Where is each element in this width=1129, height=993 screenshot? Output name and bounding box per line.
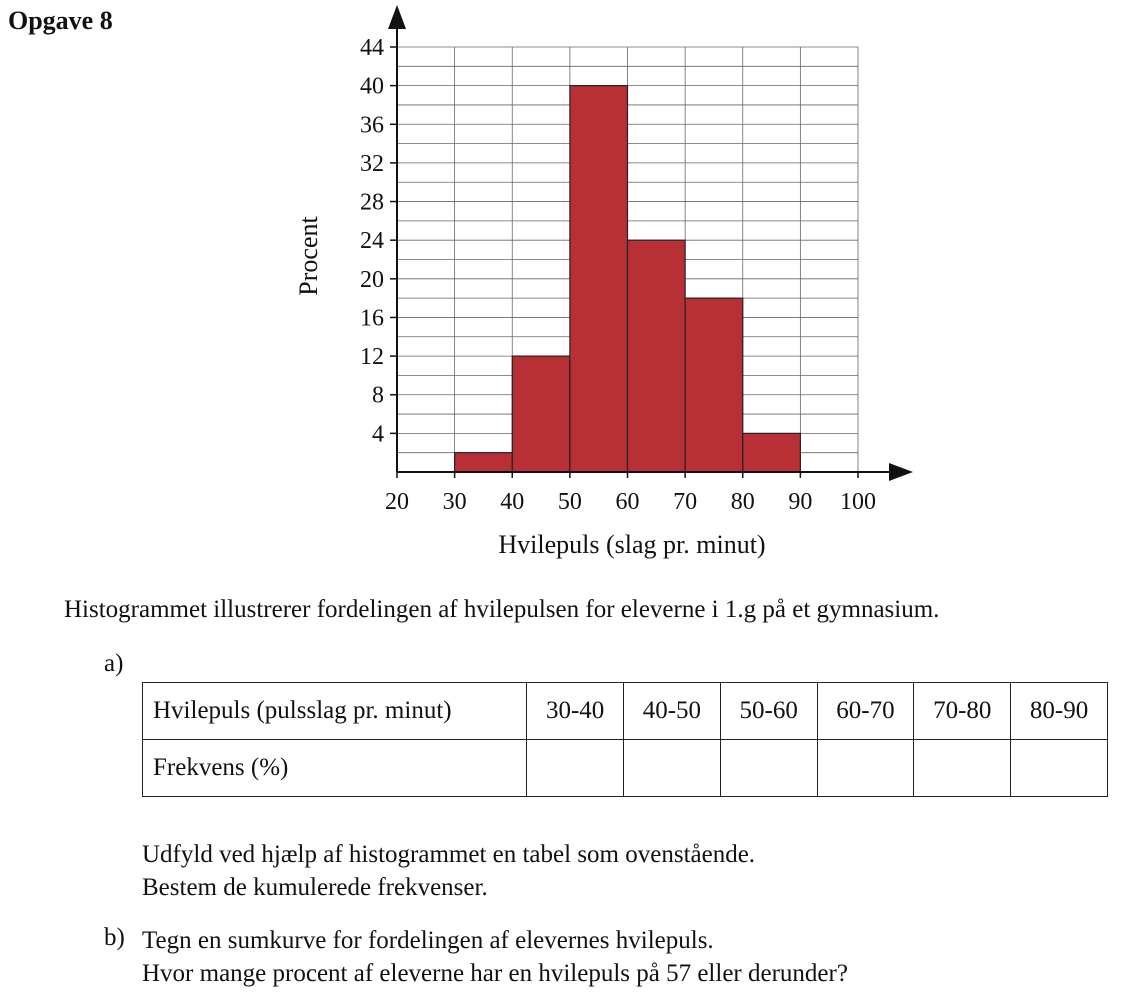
table-header-pulse: Hvilepuls (pulsslag pr. minut) [143, 683, 527, 740]
x-tick-label: 40 [500, 489, 525, 515]
x-tick-label: 50 [557, 489, 582, 515]
part-b-text [142, 924, 848, 990]
table-category-cell: 60-70 [817, 683, 914, 740]
y-tick-label: 40 [360, 73, 384, 100]
x-axis-arrow-icon [889, 463, 913, 481]
table-empty-cell[interactable] [817, 740, 914, 797]
table-category-cell: 40-50 [624, 683, 721, 740]
x-tick-label: 60 [615, 489, 640, 515]
y-axis-title: Procent [294, 216, 323, 296]
y-tick-label: 12 [360, 344, 384, 371]
part-b-line-1: Tegn en sumkurve for fordelingen af elevernes hvilepuls. [142, 927, 714, 954]
y-tick-label: 24 [360, 228, 384, 255]
task-heading: Opgave 8 [8, 6, 113, 35]
x-tick-label: 70 [673, 489, 698, 515]
histogram-bar [455, 453, 513, 472]
table-category-cell: 50-60 [720, 683, 817, 740]
histogram-bar [743, 433, 801, 472]
table-empty-cell[interactable] [914, 740, 1011, 797]
y-tick-label: 44 [360, 35, 384, 61]
table-row [143, 683, 1108, 740]
part-b-line-2: Hvor mange procent af eleverne har en hvilepuls på 57 eller derunder? [142, 960, 848, 987]
intro-text: Histogrammet illustrerer fordelingen af hvilepulsen for eleverne i 1.g på et gymnasium. [64, 596, 940, 623]
x-axis-title: Hvilepuls (slag pr. minut) [498, 530, 766, 559]
x-tick-label: 30 [442, 489, 467, 515]
y-tick-label: 32 [360, 150, 384, 177]
histogram-bar [512, 356, 570, 472]
y-axis-arrow-icon [388, 5, 406, 29]
x-tick-label: 100 [840, 489, 876, 515]
table-category-cell: 70-80 [914, 683, 1011, 740]
table-row [143, 740, 1108, 797]
x-tick-label: 80 [730, 489, 755, 515]
y-tick-label: 4 [372, 421, 384, 448]
table-category-cell: 80-90 [1011, 683, 1108, 740]
part-b-label: b) [104, 924, 125, 951]
table-empty-cell[interactable] [720, 740, 817, 797]
y-tick-label: 36 [360, 112, 384, 139]
table-empty-cell[interactable] [1011, 740, 1108, 797]
frequency-table [142, 682, 1108, 797]
histogram-bar [570, 86, 628, 472]
part-a-line-2: Bestem de kumulerede frekvenser. [142, 874, 488, 901]
x-tick-label: 90 [788, 489, 813, 515]
histogram-bar [628, 240, 686, 472]
part-a-line-1: Udfyld ved hjælp af histogrammet en tabel som ovenstående. [142, 841, 756, 868]
x-tick-label: 20 [385, 489, 409, 515]
histogram-bar [685, 298, 743, 472]
y-tick-label: 28 [360, 189, 384, 216]
table-empty-cell[interactable] [527, 740, 624, 797]
part-a-text [142, 838, 755, 904]
part-a-label: a) [104, 650, 124, 677]
table-category-cell: 30-40 [527, 683, 624, 740]
y-tick-label: 20 [360, 266, 384, 293]
table-header-frequency: Frekvens (%) [143, 740, 527, 797]
y-tick-label: 8 [372, 382, 384, 409]
table-empty-cell[interactable] [624, 740, 721, 797]
y-tick-label: 16 [360, 305, 384, 332]
